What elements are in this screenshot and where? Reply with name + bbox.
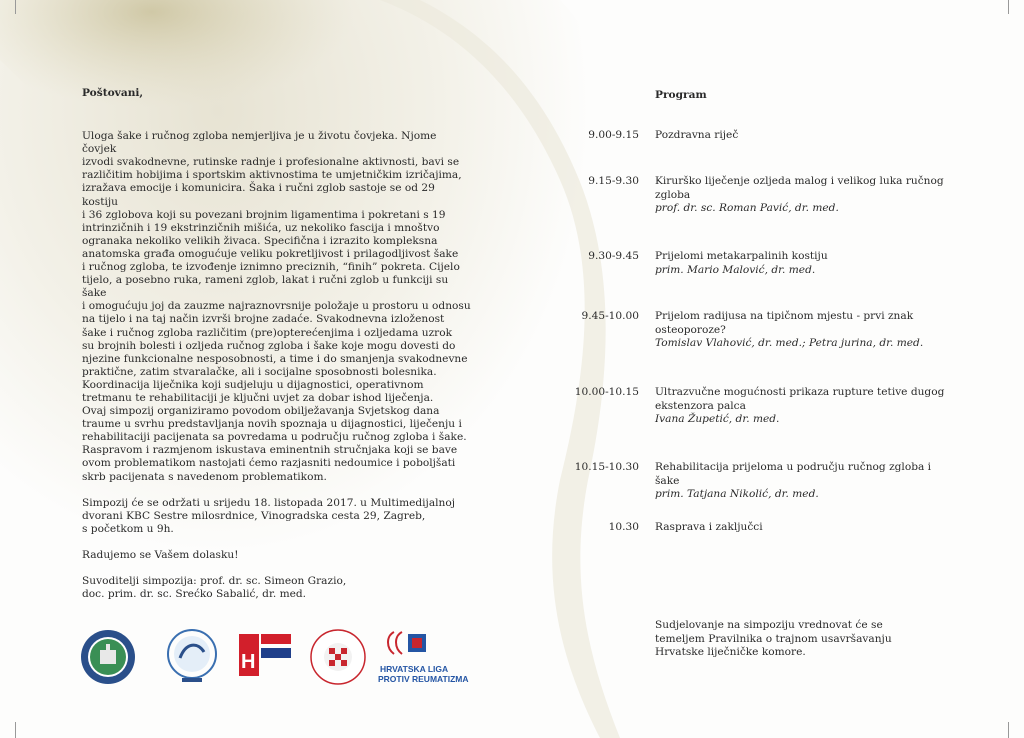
organizers-text: Suvoditelji simpozija: prof. dr. sc. Simeon Grazio, doc. prim. dr. sc. Srećko Sabalić, dr. med. xyxy=(82,575,347,601)
croatian-society-logo xyxy=(310,628,366,686)
program-time: 9.15-9.30 xyxy=(588,175,639,187)
program-talk-title: Pozdravna riječ xyxy=(655,129,739,141)
svg-text:H: H xyxy=(241,651,256,673)
program-speaker: prim. Mario Malović, dr. med. xyxy=(655,263,816,276)
crop-mark xyxy=(15,722,16,738)
program-talk-title: Prijelom radijusa na tipičnom mjestu - prvi znak osteoporoze? xyxy=(655,310,914,336)
crop-mark xyxy=(1008,722,1009,738)
program-talk-title: Prijelomi metakarpalinih kostiju xyxy=(655,250,828,262)
program-speaker: Tomislav Vlahović, dr. med.; Petra jurina, dr. med. xyxy=(655,337,924,349)
program-talk-title: Rasprava i zaključci xyxy=(655,521,763,533)
hospital-seal-logo xyxy=(80,628,136,686)
program-speaker: prof. dr. sc. Roman Pavić, dr. med. xyxy=(655,202,839,214)
program-talk-title: Rehabilitacija prijeloma u području ručnog zgloba i šake xyxy=(655,461,932,487)
program-talk-title: Kirurško liječenje ozljeda malog i velikog luka ručnog zgloba xyxy=(655,175,944,201)
crop-mark xyxy=(1008,0,1009,14)
program-title: Program xyxy=(655,89,707,101)
logo-strip xyxy=(80,628,469,688)
htd-logo xyxy=(235,628,297,686)
society-globe-logo xyxy=(162,628,222,686)
letter-column xyxy=(82,87,472,601)
program-speaker: prim. Tatjana Nikolić, dr. med. xyxy=(655,488,819,500)
program-time: 9.00-9.15 xyxy=(588,129,639,141)
accreditation-note: Sudjelovanje na simpoziju vrednovat će se temeljem Pravilnika o trajnom usavršavanju Hrvatske liječničke komore. xyxy=(655,619,892,658)
program-speaker: Ivana Župetić, dr. med. xyxy=(655,413,780,425)
event-details: Simpozij će se održati u srijedu 18. listopada 2017. u Multimedijalnoj dvorani KBC Sestre milosrdnice, Vinogradska cesta 29, Zagreb, s početkom u 9h. xyxy=(82,496,456,535)
program-time: 9.30-9.45 xyxy=(588,250,639,262)
welcome-text: Radujemo se Vašem dolasku! xyxy=(82,548,239,561)
letter-greeting: Poštovani, xyxy=(82,87,144,99)
crop-mark xyxy=(15,0,16,14)
svg-text:HRVATSKA LIGA: HRVATSKA LIGA xyxy=(380,664,449,674)
hlpr-logo xyxy=(378,628,469,688)
program-time: 9.45-10.00 xyxy=(581,310,639,322)
program-time: 10.15-10.30 xyxy=(574,461,639,473)
program-time: 10.00-10.15 xyxy=(574,386,639,398)
program-talk-title: Ultrazvučne mogućnosti prikaza rupture tetive dugog ekstenzora palca xyxy=(655,386,945,412)
letter-body: Uloga šake i ručnog zgloba nemjerljiva je u životu čovjeka. Njome čovjek izvodi svakodnevne, rutinske radnje i profesionalne aktivnosti, bavi se različitim hobijima i sportskim aktivnostima te umjetničkim izričajima, izražava emocije i komunicira. Šaka i ručni zglob sastoje se od 29 kostiju i 36 zglobova koji su povezani brojnim ligamentima i pokretani s 19 intrinzičnih i 19 ekstrinzičnih mišića, uz nekoliko fascija i mnoštvo ogranaka nekoliko velikih živaca. Specifična i izrazito kompleksna anatomska građa omogućuje veliku pokretljivost i prilagodljivost šake i ručnog zgloba, te izvođenje iznimno preciznih, “finih” pokreta. Cijelo tijelo, a posebno ruka, rameni zglob, lakat i ručni zglob u funkciji su šake i omogućuju joj da zauzme najraznovrsnije položaje u prostoru u odnosu na tijelo i na taj način izvrši brojne zadaće. Svakodnevna izloženost šake i ručnog zgloba različitim (pre)opterećenjima i ozljedama uzrok su brojnih bolesti i ozljeda ručnog zgloba i šake koje mogu dovesti do njezine funkcionalne nesposobnosti, a time i do smanjenja svakodnevne praktične, zatim stvaralačke, ali i socijalne sposobnosti bolesnika. Koordinacija liječnika koji sudjeluju u dijagnostici, operativnom tretmanu te rehabilitaciji je ključni uvjet za dobar ishod liječenja. Ovaj simpozij organiziramo povodom obilježavanja Svjetskog dana traume u svrhu predstavljanja novih spoznaja u dijagnostici, liječenju i rehabilitaciji pacijenata sa povredama u području ručnog zgloba i šake. Raspravom i razmjenom iskustava eminentnih stručnjaka koji se bave ovom problematikom nastojati ćemo razjasniti nedoumice i poboljšati skrb pacijenata s navedenom problematikom. xyxy=(82,130,471,483)
svg-text:PROTIV REUMATIZMA: PROTIV REUMATIZMA xyxy=(378,674,469,684)
program-time: 10.30 xyxy=(608,521,639,533)
